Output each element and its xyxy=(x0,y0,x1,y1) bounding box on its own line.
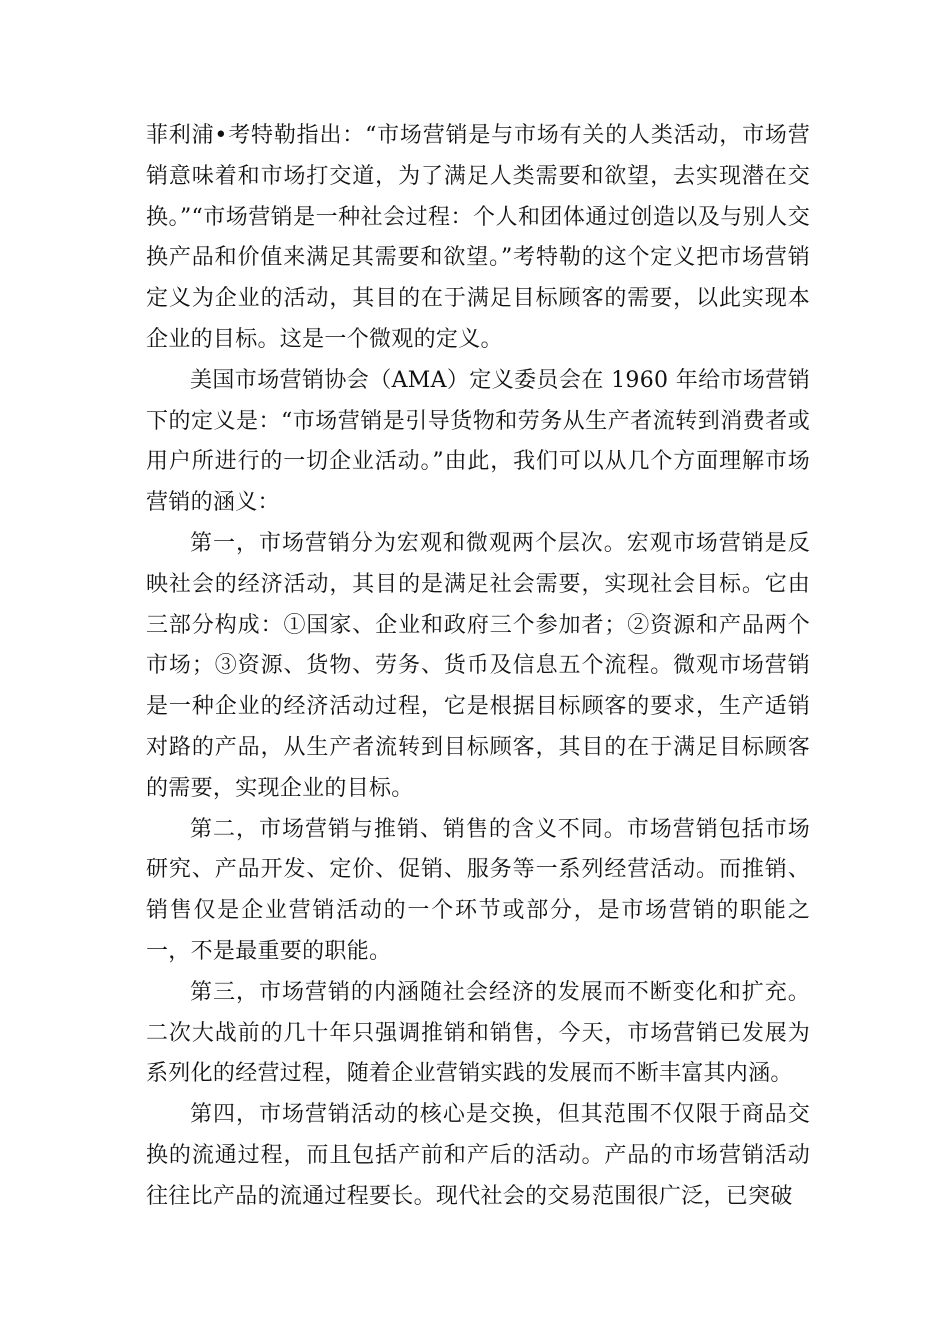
paragraph-point-one: 第一，市场营销分为宏观和微观两个层次。宏观市场营销是反映社会的经济活动，其目的是满足社会需要，实现社会目标。它由三部分构成：①国家、企业和政府三个参加者；②资源和产品两个市场；③资源、货物、劳务、货币及信息五个流程。微观市场营销是一种企业的经济活动过程，它是根据目标顾客的要求，生产适销对路的产品，从生产者流转到目标顾客，其目的在于满足目标顾客的需要，实现企业的目标。 xyxy=(146,530,810,801)
paragraph-point-two: 第二，市场营销与推销、销售的含义不同。市场营销包括市场研究、产品开发、定价、促销、服务等一系列经营活动。而推销、销售仅是企业营销活动的一个环节或部分，是市场营销的职能之一，不是最重要的职能。 xyxy=(146,816,810,964)
paragraph-point-three: 第三，市场营销的内涵随社会经济的发展而不断变化和扩充。二次大战前的几十年只强调推销和销售，今天，市场营销已发展为系列化的经营过程，随着企业营销实践的发展而不断丰富其内涵。 xyxy=(146,979,810,1087)
paragraph-point-four: 第四，市场营销活动的核心是交换，但其范围不仅限于商品交换的流通过程，而且包括产前和产后的活动。产品的市场营销活动往往比产品的流通过程要长。现代社会的交易范围很广泛，已突破 xyxy=(146,1102,810,1209)
paragraph-ama-definition: 美国市场营销协会（AMA）定义委员会在 1960 年给市场营销下的定义是：“市场营销是引导货物和劳务从生产者流转到消费者或用户所进行的一切企业活动。”由此，我们可以从几个方面理解市场营销的涵义： xyxy=(146,367,810,516)
document-body xyxy=(146,116,810,1218)
paragraph-kotler-definition: 菲利浦•考特勒指出：“市场营销是与市场有关的人类活动，市场营销意味着和市场打交道，为了满足人类需要和欲望，去实现潜在交换。”“市场营销是一种社会过程：个人和团体通过创造以及与别人交换产品和价值来满足其需要和欲望。”考特勒的这个定义把市场营销定义为企业的活动，其目的在于满足目标顾客的需要，以此实现本企业的目标。这是一个微观的定义。 xyxy=(146,123,810,352)
